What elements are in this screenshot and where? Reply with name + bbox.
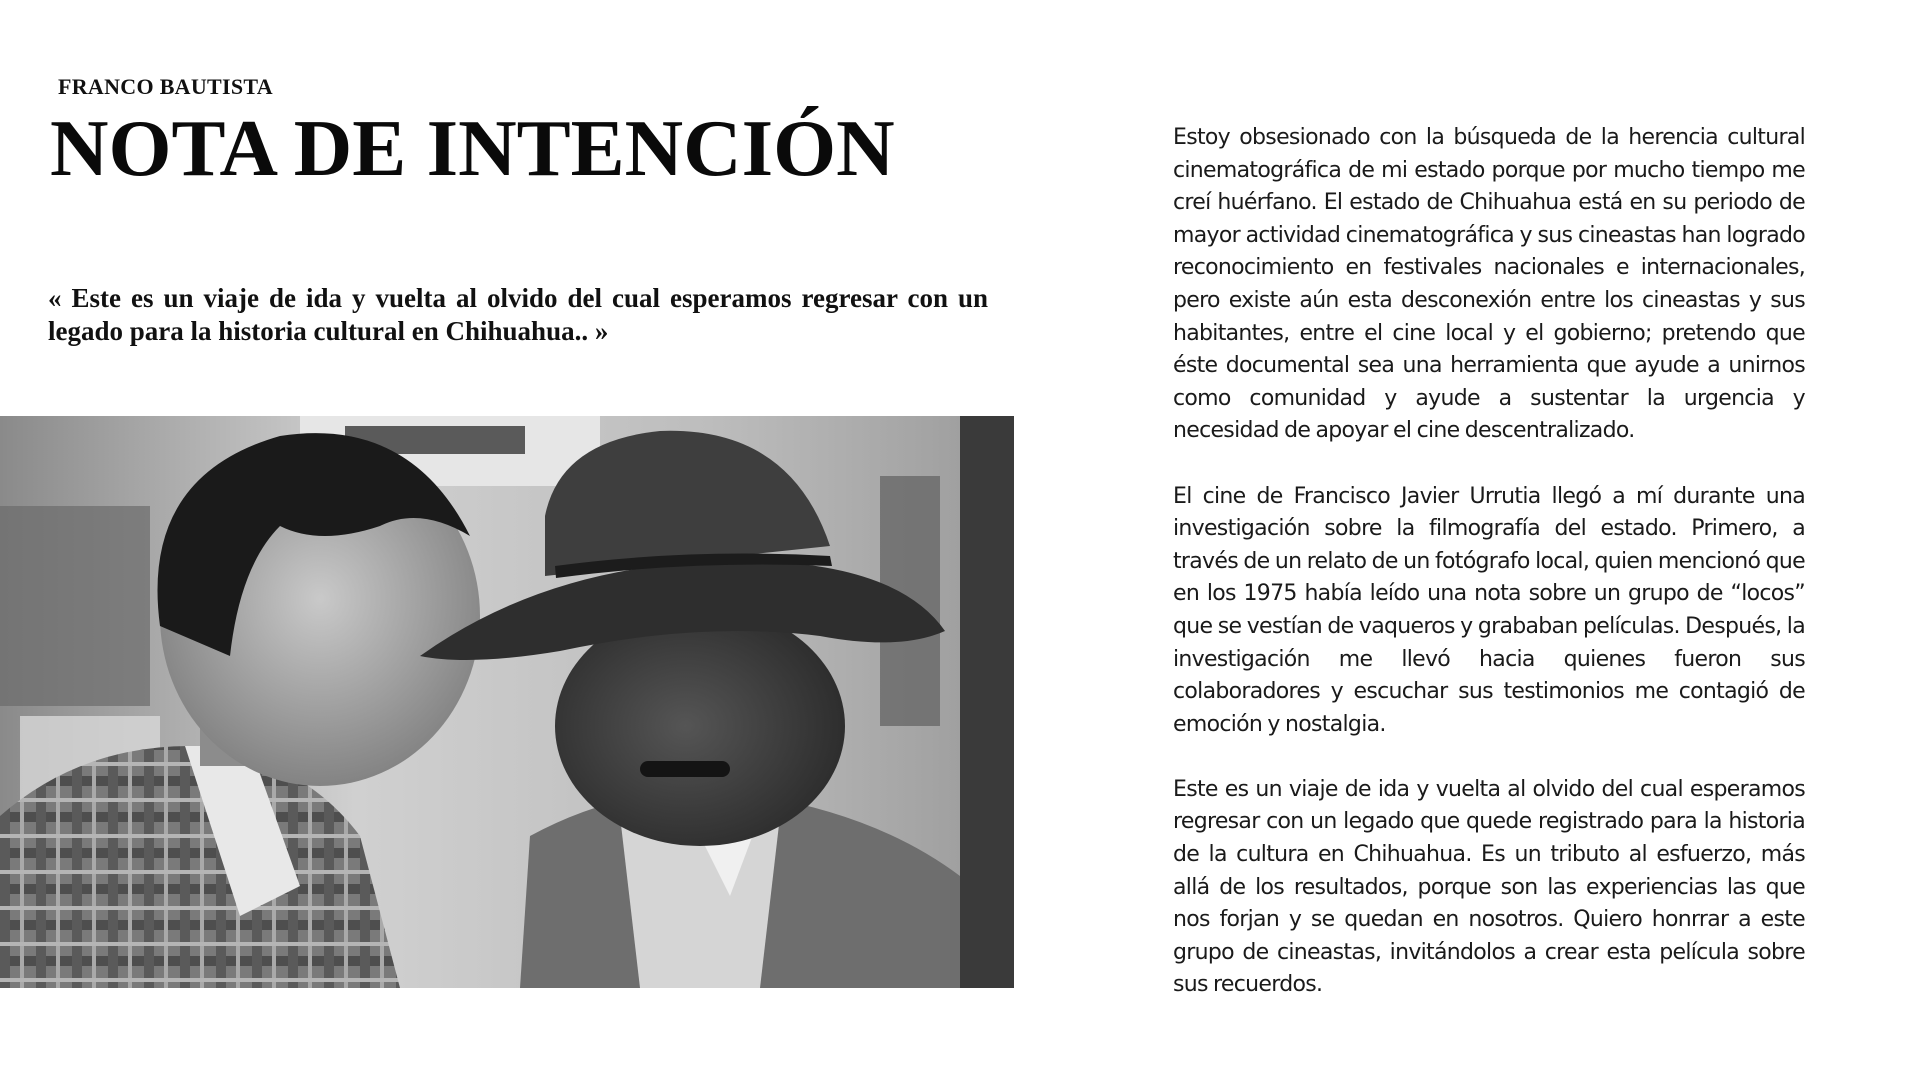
archival-photo xyxy=(0,416,1014,988)
paragraph-3: Este es un viaje de ida y vuelta al olvido del cual esperamos regresar con un legado que quede registrado para la historia de la cultura en Chihuahua. Es un tributo al esfuerzo, más allá de los resultados, porque son las experiencias las que nos forjan y se quedan en nosotros. Quiero honrrar a este grupo de cineastas, invitándolos a crear esta película sobre sus recuerdos. xyxy=(1173,776,1805,998)
paragraph-2: El cine de Francisco Javier Urrutia llegó a mí durante una investigación sobre la filmografía del estado. Primero, a través de un relato de un fotógrafo local, quien mencionó que en los 1975 había leído una nota sobre un grupo de “locos” que se vestían de vaqueros y grababan películas. Después, la investigación me llevó hacia quienes fueron sus colaboradores y escuchar sus testimonios me contagió de emoción y nostalgia. xyxy=(1173,483,1805,737)
body-text xyxy=(1173,122,1805,1002)
page-title: NOTA DE INTENCIÓN xyxy=(50,103,895,193)
pull-quote: « Este es un viaje de ida y vuelta al olvido del cual esperamos regresar con un legado para la historia cultural en Chihuahua.. » xyxy=(48,283,988,346)
author-name: FRANCO BAUTISTA xyxy=(58,74,273,99)
paragraph-1: Estoy obsesionado con la búsqueda de la herencia cultural cinematográfica de mi estado porque por mucho tiempo me creí huérfano. El estado de Chihuahua está en su periodo de mayor actividad cinematográfica y sus cineastas han logrado reconocimiento en festivales nacionales e internacionales, pero existe aún esta desconexión entre los cineastas y sus habitantes, entre el cine local y el gobierno; pretendo que éste documental sea una herramienta que ayude a unirnos como comunidad y ayude a sustentar la urgencia y necesidad de apoyar el cine descentralizado. xyxy=(1173,125,1805,444)
